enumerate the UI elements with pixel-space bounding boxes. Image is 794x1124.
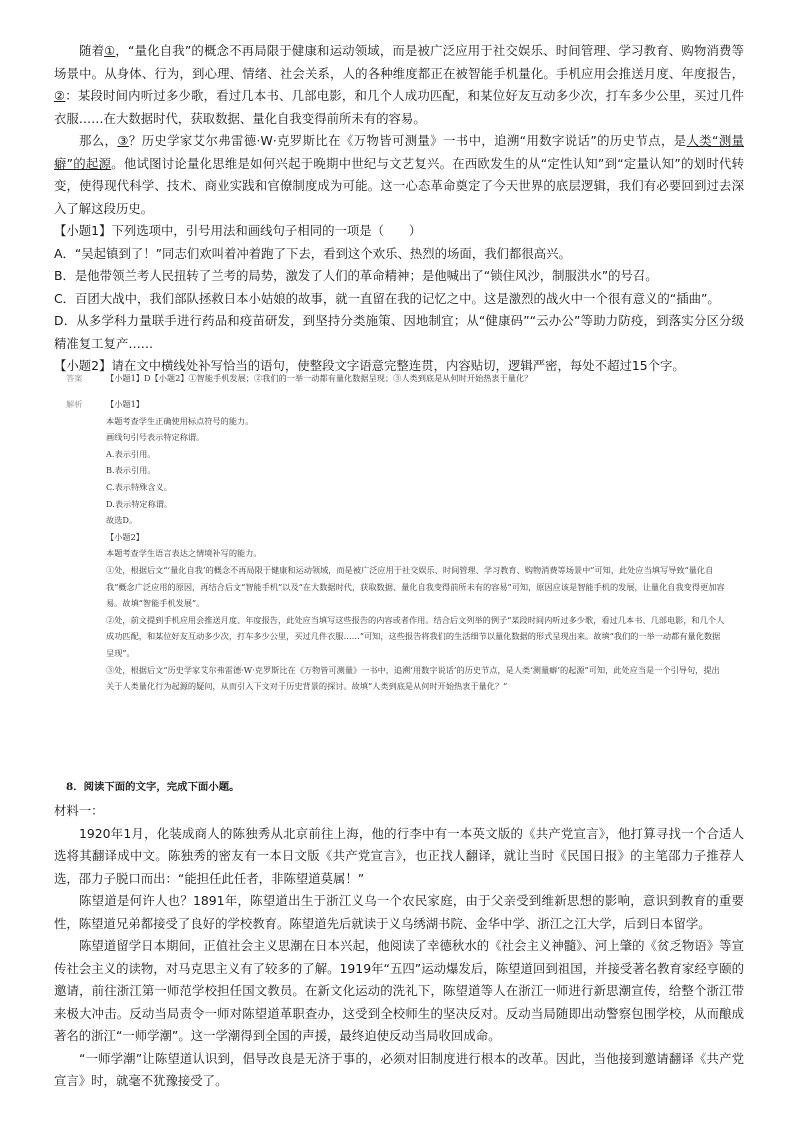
analysis-line: 画线句引号表示特定称谓。 bbox=[106, 432, 205, 443]
answer-block bbox=[66, 370, 726, 387]
blank-1: ① bbox=[104, 43, 116, 58]
analysis-line: C.表示特殊含义。 bbox=[106, 481, 172, 492]
analysis-block bbox=[66, 396, 726, 695]
analysis-line: A.表示引用。 bbox=[106, 448, 156, 459]
passage-1 bbox=[54, 40, 744, 378]
option-b: B．是他带领兰考人民扭转了兰考的局势，激发了人们的革命精神；是他喊出了“锁住风沙，制服洪水”的号召。 bbox=[54, 268, 658, 283]
underlined-sentence: 人类“测量癖”的起源 bbox=[54, 133, 745, 171]
passage-2-paragraph-3: 陈望道留学日本期间，正值社会主义思潮在日本兴起，他阅读了幸德秋水的《社会主义神髓》、河上肇的《贫乏物语》等宣传社会主义的读物，对马克思主义有了较多的了解。1919年“五四”运动爆发后，陈望道回到祖国，并接受著名教育家经亨颐的邀请，前往浙江第一师范学校担任国文教员。在新文化运动的洗礼下，陈望道等人在浙江一师进行新思潮宣传，给整个浙江带来极大冲击。反动当局责令一师对陈望道革职查办，这受到全校师生的坚决反对。反动当局随即出动警察包围学校，从而酿成著名的浙江“一师学潮”。这一学潮得到全国的声援，最终迫使反动当局收回成命。 bbox=[54, 938, 744, 1043]
answer-text: 【小题1】D【小题2】①智能手机发展；②我们的一举一动都有量化数据呈现；③人类到底是从何时开始热衷于量化？ bbox=[106, 373, 533, 383]
analysis-paragraph-2: ②处，前文提到手机应用会推送月度、年度报告，此处应当填写这些报告的内容或者作用。结合后文列举的例子“某段时间内听过多少歌，看过几本书、几部电影，和几个人成功匹配，和某位好友互动多少次，打车多少公里，买过几件衣服……”可知，这些报告将我们的生活细节以量化数据的形式呈现出来。故填“我们的一举一动都有量化数据呈现”。 bbox=[106, 614, 725, 658]
question-1: 【小题1】下列选项中，引号用法和画线句子相同的一项是（ ） bbox=[54, 223, 422, 238]
passage-2 bbox=[54, 800, 744, 1093]
passage-2-paragraph-1: 1920年1月，化装成商人的陈独秀从北京前往上海，他的行李中有一本英文版的《共产党宣言》，他打算寻找一个合适人选将其翻译成中文。陈独秀的密友有一本日文版《共产党宣言》，也正找人翻译，就让当时《民国日报》的主笔邵力子推荐人选，邵力子脱口而出：“能担任此任者，非陈望道莫属！” bbox=[54, 825, 744, 886]
blank-3: ③ bbox=[117, 133, 129, 148]
passage-2-paragraph-4: “一师学潮”让陈望道认识到，倡导改良是无济于事的，必须对旧制度进行根本的改革。因此，当他接到邀请翻译《共产党宣言》时，就毫不犹豫接受了。 bbox=[54, 1050, 744, 1088]
analysis-line: 故选D。 bbox=[106, 515, 138, 526]
question-2: 【小题2】请在文中横线处补写恰当的语句，使整段文字语意完整连贯，内容贴切，逻辑严密，每处不超过15个字。 bbox=[54, 358, 685, 373]
option-d: D．从多学科力量联手进行药品和疫苗研发，到坚持分类施策、因地制宜；从“健康码”“云办公”等助力防疫，到落实分区分级精准复工复产…… bbox=[54, 313, 744, 351]
passage-2-paragraph-2: 陈望道是何许人也？1891年，陈望道出生于浙江义乌一个农民家庭，由于父亲受到维新思想的影响，意识到教育的重要性，陈望道兄弟都接受了良好的学校教育。陈望道先后就读于义乌绣湖书院、金华中学、浙江之江大学，后到日本留学。 bbox=[54, 893, 744, 931]
passage-1-paragraph-2: 那么，③？历史学家艾尔弗雷德·W·克罗斯比在《万物皆可测量》一书中，追溯“用数字说话”的历史节点，是人类“测量癖”的起源。他试图讨论量化思维是如何兴起于晚期中世纪与文艺复兴。在西欧发生的从“定性认知”到“定量认知”的划时代转变，使得现代科学、技术、商业实践和官僚制度成为可能。这一心态革命奠定了今天世界的底层逻辑，我们有必要回到过去深入了解这段历史。 bbox=[54, 133, 745, 216]
analysis-line: 【小题1】 bbox=[106, 399, 144, 409]
passage-1-paragraph-1: 随着①，“量化自我”的概念不再局限于健康和运动领域，而是被广泛应用于社交娱乐、时间管理、学习教育、购物消费等场景中。从身体、行为，到心理、情绪、社会关系，人的各种维度都正在被智能手机量化。手机应用会推送月度、年度报告，②：某段时间内听过多少歌，看过几本书、几部电影，和几个人成功匹配，和某位好友互动多少次，打车多少公里，买过几件衣服……在大数据时代，获取数据、量化自我变得前所未有的容易。 bbox=[54, 43, 745, 126]
analysis-paragraph-3: ③处，根据后文“历史学家艾尔弗雷德·W·克罗斯比在《万物皆可测量》一书中，追溯‘用数字说话’的历史节点，是人类‘测量癖’的起源”可知，此处应当是一个引导句，提出关于人类量化行为起源的疑问，从而引入下文对于历史背景的探讨。故填“人类到底是从何时开始热衷于量化？” bbox=[106, 664, 720, 692]
analysis-tag: 解析 bbox=[66, 399, 83, 409]
analysis-line: 本题考查学生语言表达之情境补写的能力。 bbox=[106, 548, 262, 559]
analysis-line: 【小题2】 bbox=[106, 531, 144, 542]
option-c: C．百团大战中，我们部队拯救日本小姑娘的故事，就一直留在我的记忆之中。这是激烈的战火中一个很有意义的“插曲”。 bbox=[54, 290, 720, 306]
analysis-line: 本题考查学生正确使用标点符号的能力。 bbox=[106, 415, 254, 426]
option-a: A．“吴起镇到了！”同志们欢叫着冲着跑了下去，看到这个欢乐、热烈的场面，我们都很高兴。 bbox=[54, 245, 571, 261]
analysis-paragraph-1: ①处，根据后文“‘量化自我’的概念不再局限于健康和运动领域，而是被广泛应用于社交娱乐、时间管理、学习教育、购物消费等场景中”可知，此处应当填写导致“量化自我”概念广泛应用的原因，再结合后文“智能手机”以及“在大数据时代，获取数据、量化自我变得前所未有的容易”可知，原因应该是智能手机的发展，让量化自我变得更加容易。故填“智能手机发展”。 bbox=[106, 564, 725, 609]
blank-2: ② bbox=[54, 88, 66, 103]
answer-tag: 答案 bbox=[66, 373, 83, 383]
question-8-title: 8．阅读下面的文字，完成下面小题。 bbox=[66, 781, 240, 793]
analysis-line: D.表示特定称谓。 bbox=[106, 498, 173, 509]
material-label: 材料一： bbox=[54, 803, 104, 818]
analysis-line: B.表示引用。 bbox=[106, 465, 156, 476]
